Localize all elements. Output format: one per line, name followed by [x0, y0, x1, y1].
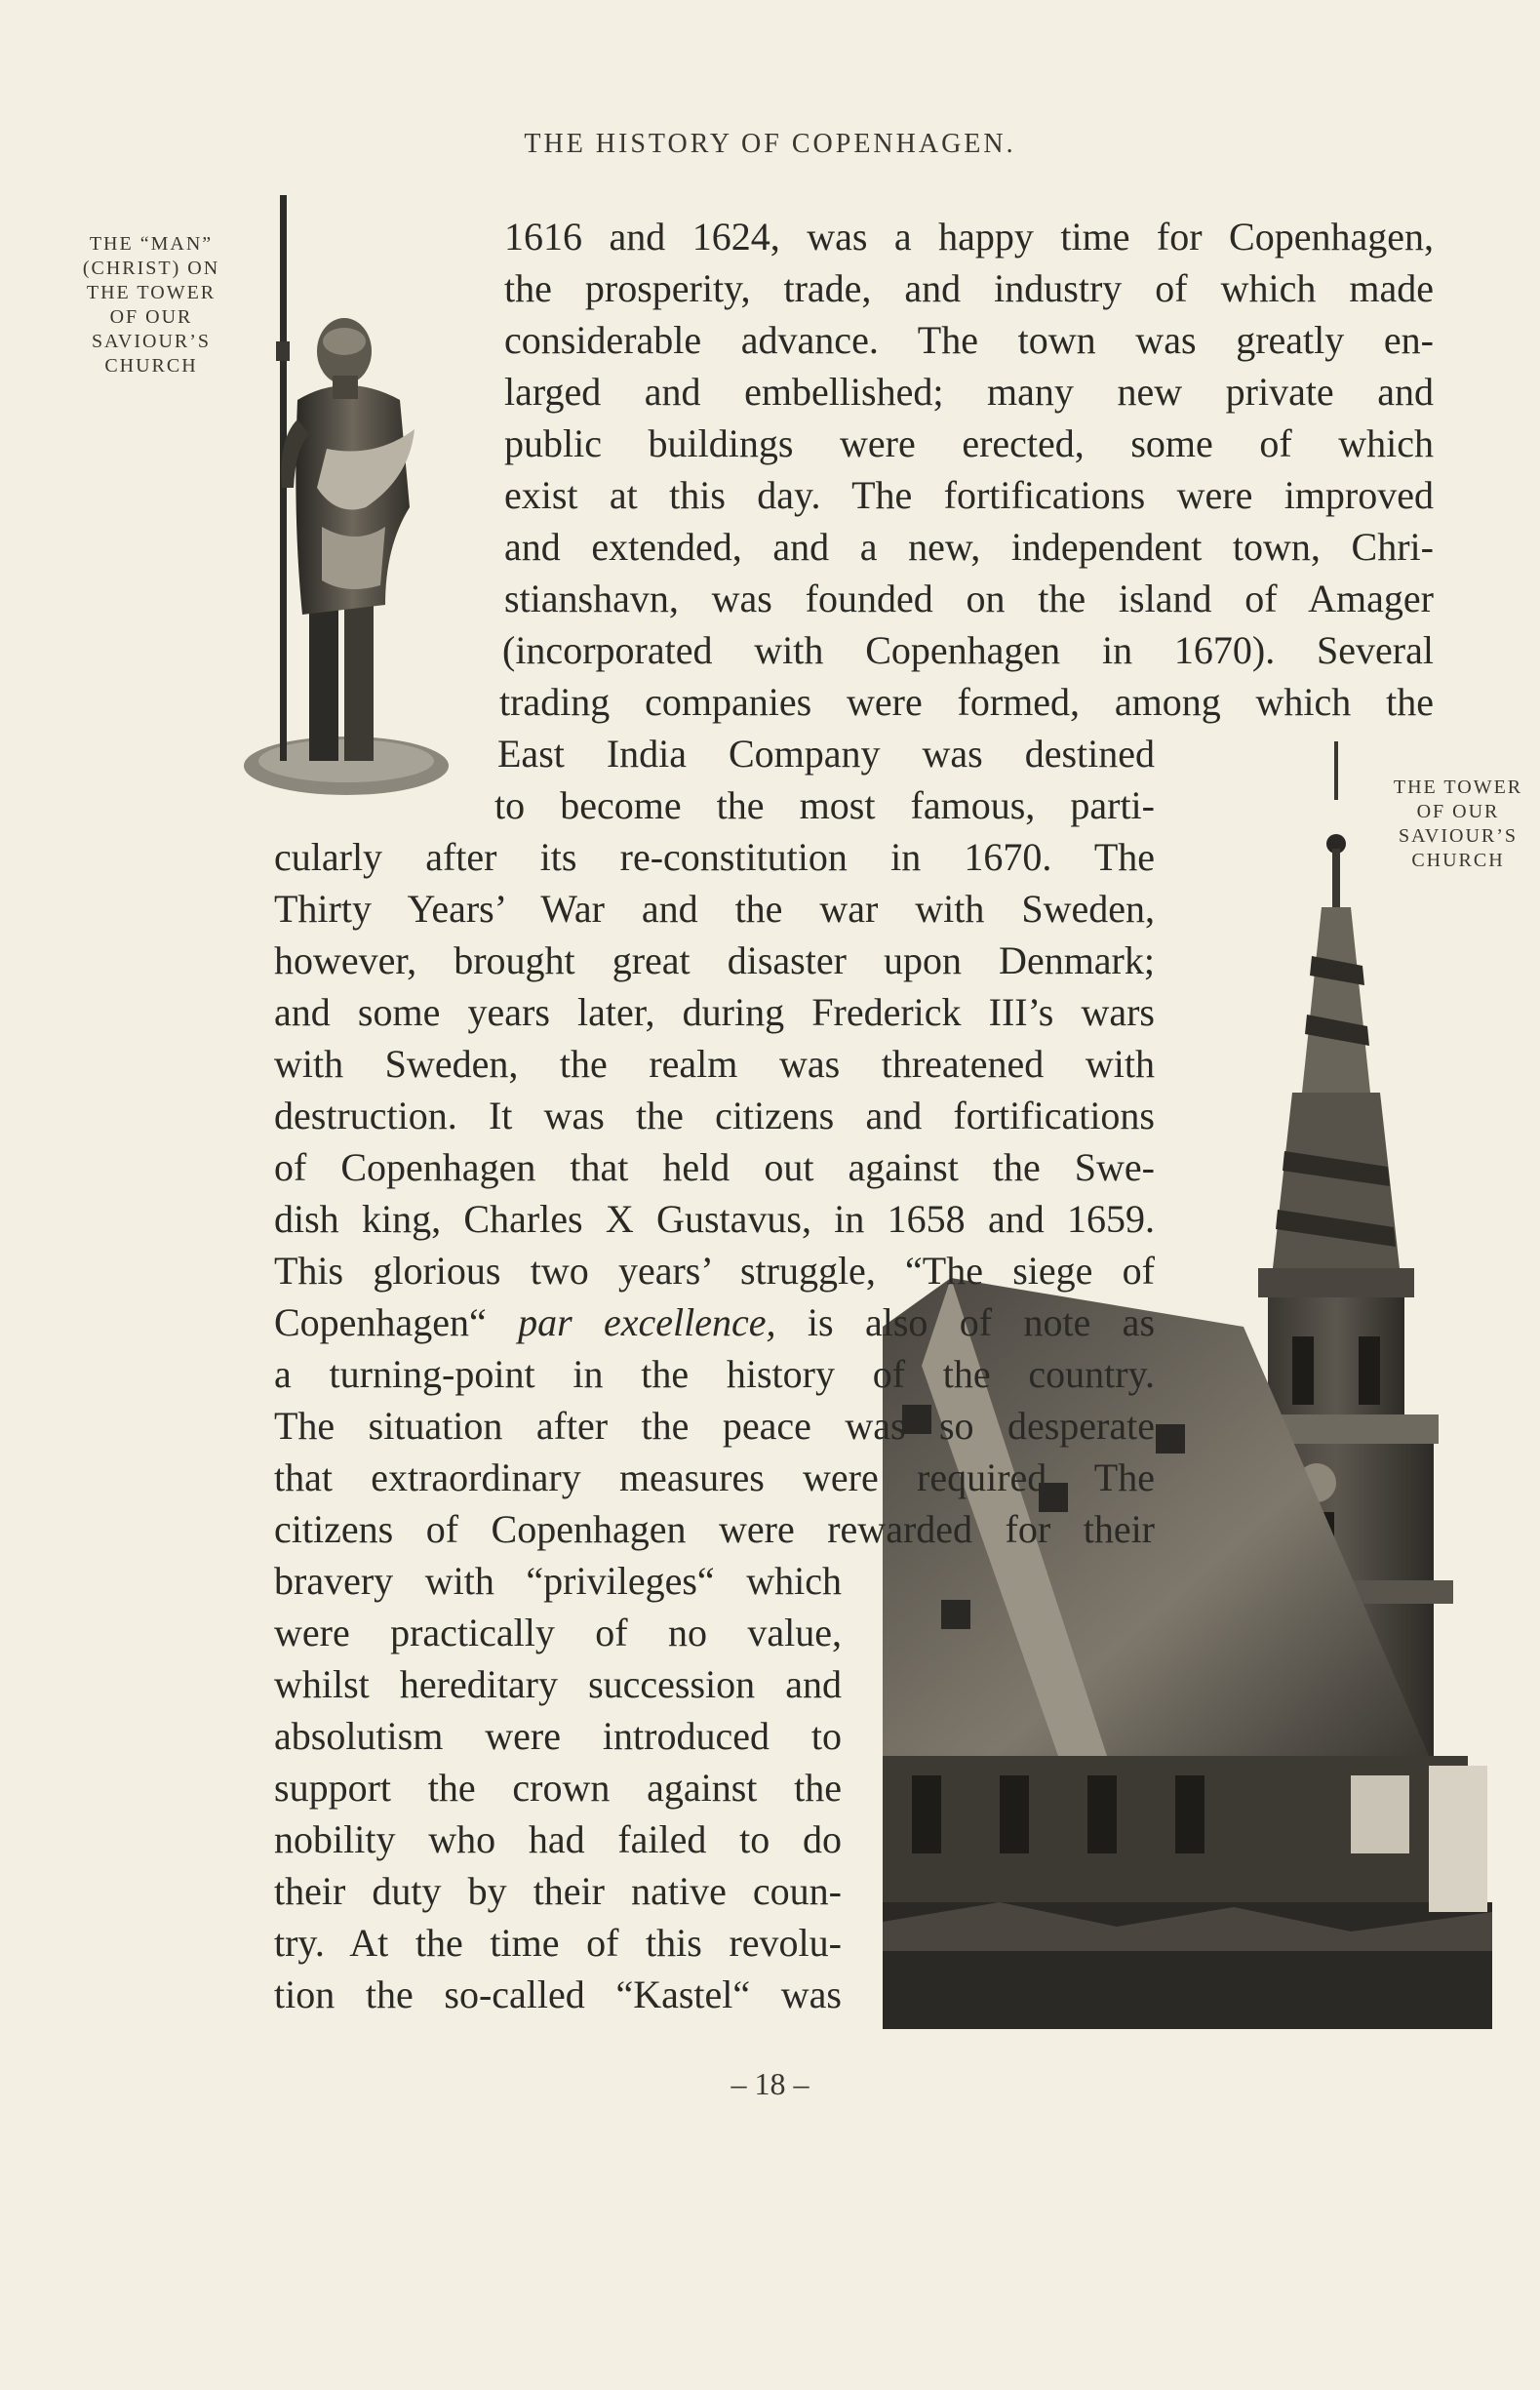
body-line: dish king, Charles X Gustavus, in 1658 and 1659.: [274, 1197, 1155, 1241]
body-line: with Sweden, the realm was threatened with: [274, 1042, 1155, 1086]
statue-illustration: [239, 195, 449, 800]
caption-line: OF OUR: [1416, 801, 1500, 822]
body-line: the prosperity, trade, and industry of which made: [504, 266, 1434, 310]
body-line: (incorporated with Copenhagen in 1670). Several: [502, 628, 1434, 672]
page-number: – 18 –: [731, 2066, 809, 2101]
body-line: public buildings were erected, some of which: [504, 421, 1434, 465]
caption-line: SAVIOUR’S: [1398, 825, 1519, 847]
caption-line: THE TOWER: [86, 282, 217, 303]
body-line: 1616 and 1624, was a happy time for Copenhagen,: [504, 215, 1434, 259]
body-line: The situation after the peace was so desperate: [274, 1404, 1155, 1448]
caption-line: CHURCH: [104, 355, 198, 377]
body-line: cularly after its re-constitution in 1670. The: [274, 835, 1155, 879]
body-line: their duty by their native coun-: [274, 1869, 842, 1913]
italic-phrase: par excellence,: [518, 1300, 776, 1344]
body-line: to become the most famous, parti-: [494, 783, 1155, 827]
body-line: however, brought great disaster upon Denmark;: [274, 938, 1155, 982]
body-line: exist at this day. The fortifications were improved: [504, 473, 1434, 517]
body-line: tion the so-called “Kastel“ was: [274, 1972, 842, 2016]
caption-line: THE TOWER: [1393, 777, 1523, 798]
body-line: Thirty Years’ War and the war with Sweden,: [274, 887, 1155, 931]
caption-line: SAVIOUR’S: [91, 331, 212, 352]
body-line: destruction. It was the citizens and fortifications: [274, 1094, 1155, 1137]
caption-line: OF OUR: [109, 306, 193, 328]
body-line: bravery with “privileges“ which: [274, 1559, 842, 1603]
body-line: of Copenhagen that held out against the Swe-: [274, 1145, 1155, 1189]
body-line: and some years later, during Frederick III’s wars: [274, 990, 1155, 1034]
body-line: absolutism were introduced to: [274, 1714, 842, 1758]
caption-line: THE “MAN”: [89, 233, 214, 255]
caption-line: CHURCH: [1411, 850, 1505, 871]
body-line: nobility who had failed to do: [274, 1817, 842, 1861]
body-line: a turning-point in the history of the country.: [274, 1352, 1155, 1396]
body-line: whilst hereditary succession and: [274, 1662, 842, 1706]
statue-caption: [68, 232, 234, 378]
body-line: and extended, and a new, independent town, Chri-: [504, 525, 1434, 569]
running-head: THE HISTORY OF COPENHAGEN.: [524, 129, 1016, 159]
body-line-italic: [274, 1296, 1155, 1348]
body-line: were practically of no value,: [274, 1611, 842, 1654]
body-line: trading companies were formed, among which the: [499, 680, 1434, 724]
body-line: larged and embellished; many new private and: [504, 370, 1434, 414]
caption-line: (CHRIST) ON: [82, 258, 220, 279]
body-line: support the crown against the: [274, 1766, 842, 1810]
body-line: considerable advance. The town was greatly en-: [504, 318, 1434, 362]
body-line-part: Copenhagen“ par excellence, is also of note as: [274, 1300, 1156, 1344]
body-line: East India Company was destined: [497, 732, 1155, 776]
body-line: try. At the time of this revolu-: [274, 1921, 842, 1965]
body-line: This glorious two years’ struggle, “The siege of: [274, 1249, 1155, 1293]
body-line: that extraordinary measures were required. The: [274, 1455, 1155, 1499]
body-line: stianshavn, was founded on the island of Amager: [504, 577, 1434, 620]
body-line: citizens of Copenhagen were rewarded for their: [274, 1507, 1155, 1551]
